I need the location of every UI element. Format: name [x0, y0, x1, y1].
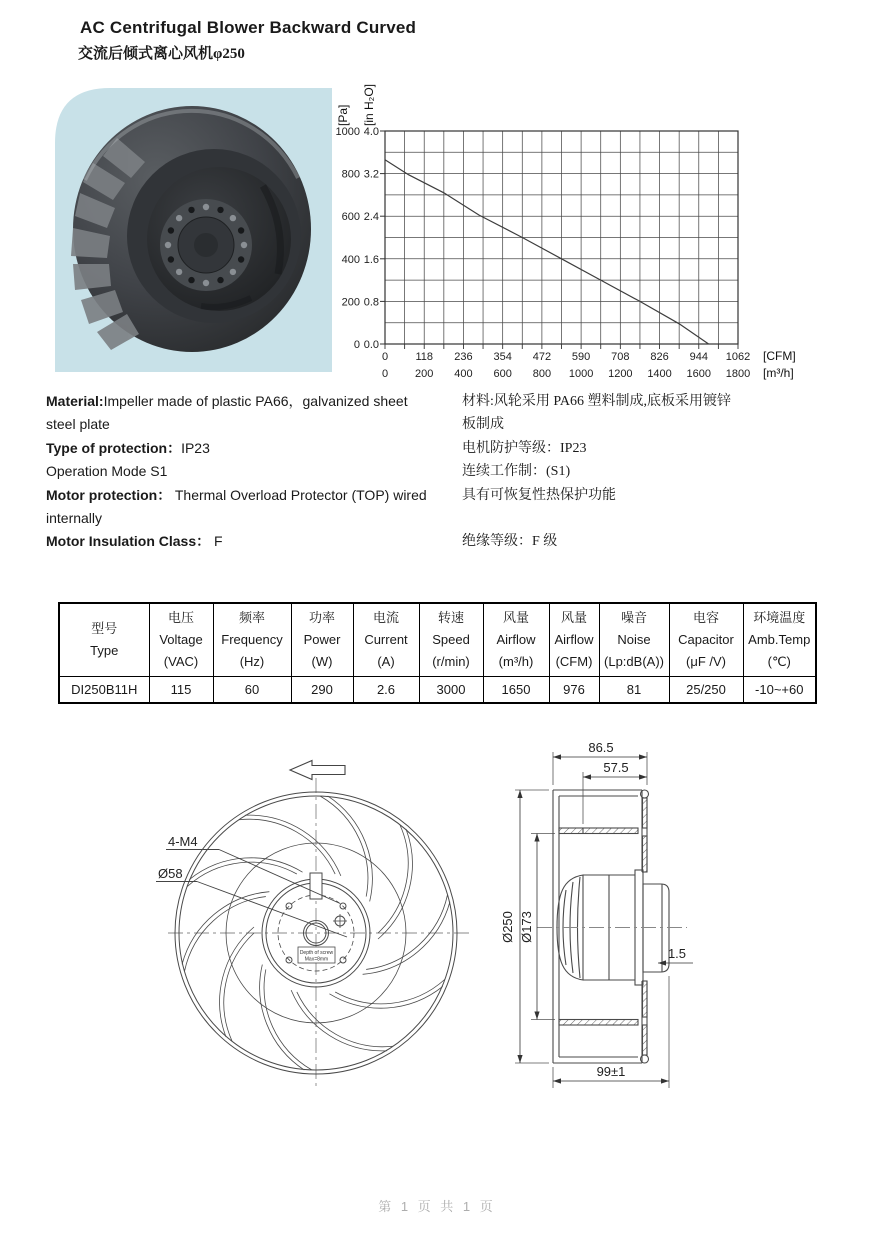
axis-tick-label: 1062: [725, 351, 751, 363]
spec-line: Operation Mode S1: [46, 463, 168, 480]
axis-tick-label: 826: [650, 351, 669, 363]
table-cell: 25/250: [669, 677, 743, 704]
page-number: 第 1 页 共 1 页: [378, 1199, 496, 1214]
axis-tick-label: 200: [415, 368, 434, 380]
axis-tick-label: 600: [341, 211, 360, 224]
axis-tick-label: 400: [341, 253, 360, 266]
table-header-row: [59, 603, 816, 677]
performance-chart: [333, 82, 868, 382]
axis-tick-label: 2.4: [363, 211, 379, 224]
x-axis-unit-m3h: [m³/h]: [763, 366, 794, 380]
column-header: 环境温度 Amb.Temp (℃): [743, 603, 816, 677]
dimension-labels: [500, 740, 686, 1079]
axis-tick-label: 0: [353, 339, 360, 351]
table-cell: 976: [549, 677, 599, 704]
axis-tick-label: 1000: [568, 368, 594, 380]
column-header: 转速 Speed (r/min): [419, 603, 483, 677]
table-cell: 1650: [483, 677, 549, 704]
table-cell: 115: [149, 677, 213, 704]
pressure-curve: [385, 160, 709, 344]
column-header: 风量 Airflow (CFM): [549, 603, 599, 677]
column-header: 频率 Frequency (Hz): [213, 603, 291, 677]
spec-line: Motor protection： Thermal Overload Protector (TOP) wired: [46, 486, 427, 503]
table-cell: 2.6: [353, 677, 419, 704]
column-header: 型号 Type: [59, 603, 149, 677]
table-cell: 81: [599, 677, 669, 704]
axis-tick-label: 400: [454, 368, 473, 380]
x-axis-unit-cfm: [CFM]: [763, 349, 796, 363]
chart-tick-labels: [336, 126, 751, 380]
axis-tick-label: 3.2: [363, 168, 379, 181]
column-header: 噪音 Noise (Lp:dB(A)): [599, 603, 669, 677]
specification-table: [58, 602, 817, 704]
dim-gap: 1.5: [667, 946, 687, 961]
spec-line: 连续工作制：(S1): [462, 464, 571, 480]
front-view-drawing: [140, 752, 515, 1097]
axis-tick-label: 1200: [608, 368, 633, 380]
dim-outer-diameter: Ø250: [500, 911, 515, 943]
table-cell: 3000: [419, 677, 483, 704]
hub-note-line2: Max=8mm: [304, 956, 329, 963]
y-axis-unit-pa: [Pa]: [336, 104, 350, 126]
dim-depth-inner: 57.5: [603, 760, 629, 775]
axis-tick-label: 4.0: [363, 126, 379, 138]
spec-line: [462, 507, 862, 530]
y-axis-unit-inh2o: [in H₂O]: [362, 84, 376, 126]
spec-line: internally: [46, 510, 103, 527]
bolt-circle-label: Ø58: [158, 866, 183, 881]
dim-overall-width: 99±1: [596, 1064, 626, 1079]
table-cell: 290: [291, 677, 353, 704]
axis-tick-label: 590: [571, 351, 591, 363]
dimension-lines: [515, 752, 693, 1088]
axis-tick-label: 472: [532, 351, 552, 363]
spec-line: 材料:风轮采用 PA66 塑料制成,底板采用镀锌: [462, 394, 731, 409]
axis-tick-label: 800: [341, 168, 360, 181]
dim-inner-diameter: Ø173: [519, 911, 534, 943]
axis-tick-label: 0: [381, 368, 389, 380]
spec-line: 板制成: [462, 417, 504, 433]
hub-note-line1: Depth of screw: [299, 950, 334, 956]
axis-tick-label: 600: [493, 368, 512, 380]
column-header: 功率 Power (W): [291, 603, 353, 677]
product-photo: [55, 88, 332, 372]
spec-line: 电机防护等级：IP23: [462, 440, 587, 456]
position-mark-icon: [333, 914, 347, 928]
axis-tick-label: 200: [341, 296, 360, 309]
column-header: 电流 Current (A): [353, 603, 419, 677]
spec-line: 绝缘等级：F 级: [462, 534, 558, 550]
spec-line: Type of protection：IP23: [46, 439, 210, 456]
table-cell: DI250B11H: [59, 677, 149, 704]
dim-depth-total: 86.5: [588, 740, 614, 755]
axis-tick-label: 1800: [725, 368, 751, 380]
axis-tick-label: 0: [381, 351, 389, 363]
spec-line: Motor Insulation Class： F: [46, 533, 223, 550]
axis-tick-label: 354: [493, 351, 512, 363]
axis-tick-label: 1000: [335, 126, 360, 138]
spec-line: 具有可恢复性热保护功能: [462, 487, 616, 503]
spec-line: Material:Impeller made of plastic PA66，galvanized sheet: [46, 393, 408, 409]
mounting-holes-label: 4-M4: [168, 834, 198, 849]
specs-chinese: [462, 390, 862, 554]
axis-tick-label: 944: [689, 351, 708, 363]
column-header: 电压 Voltage (VAC): [149, 603, 213, 677]
spec-line: steel plate: [46, 416, 110, 433]
axis-tick-label: 0.0: [363, 339, 379, 351]
axis-tick-label: 800: [532, 368, 552, 380]
table-row: [59, 677, 816, 704]
axis-tick-label: 708: [611, 351, 630, 363]
axis-tick-label: 236: [454, 351, 473, 363]
impeller-front-outline: [168, 778, 470, 1090]
axis-tick-label: 118: [415, 351, 433, 363]
column-header: 风量 Airflow (m³/h): [483, 603, 549, 677]
housing-outline: [553, 790, 649, 1063]
column-header: 电容 Capacitor (μF /V): [669, 603, 743, 677]
side-view-drawing: [495, 732, 874, 1105]
specs-english: [46, 390, 456, 554]
axis-tick-label: 1400: [647, 368, 672, 380]
rotation-arrow-icon: [290, 761, 345, 780]
axis-tick-label: 1600: [686, 368, 712, 380]
page-title: AC Centrifugal Blower Backward Curved: [80, 18, 417, 37]
page-title-chinese: 交流后倾式离心风机φ250: [78, 46, 245, 62]
table-cell: 60: [213, 677, 291, 704]
chart-grid: [385, 131, 738, 349]
axis-tick-label: 0.8: [363, 296, 379, 309]
axis-tick-label: 1.6: [363, 253, 379, 266]
table-cell: -10~+60: [743, 677, 816, 704]
